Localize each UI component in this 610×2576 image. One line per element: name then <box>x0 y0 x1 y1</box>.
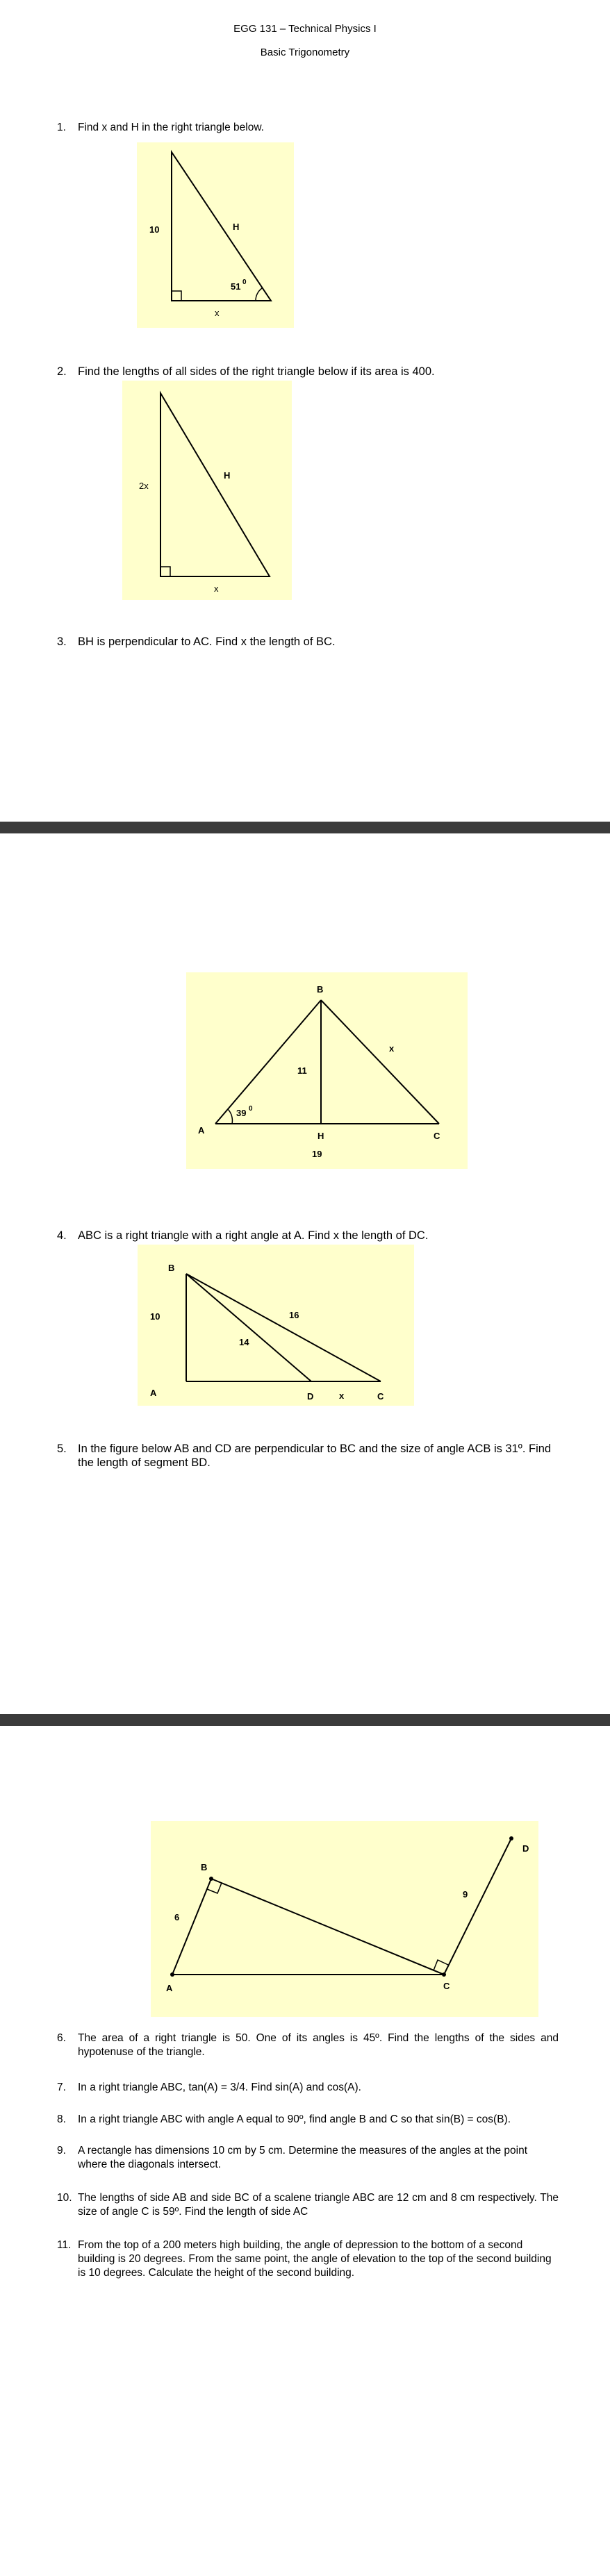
right-angle-mark <box>160 567 170 576</box>
question-number: 10. <box>57 2192 72 2204</box>
vertex-h: H <box>318 1131 324 1141</box>
figure-3 <box>186 972 468 1169</box>
question-10 <box>57 2191 559 2219</box>
question-number: 6. <box>57 2032 66 2044</box>
question-2 <box>57 365 559 379</box>
vertex-b: B <box>201 1862 208 1872</box>
side-ab <box>215 1000 321 1124</box>
question-7 <box>57 2081 559 2095</box>
question-number: 4. <box>57 1229 67 1242</box>
vertex-a: A <box>198 1125 205 1136</box>
question-5 <box>57 1442 559 1470</box>
question-number: 7. <box>57 2081 66 2093</box>
question-11 <box>57 2238 559 2280</box>
hyp-bc <box>186 1274 381 1381</box>
question-text: Find the lengths of all sides of the right triangle below if its area is 400. <box>78 365 435 378</box>
vertex-b: B <box>317 984 324 995</box>
side-cd <box>444 1838 511 1975</box>
page-1 <box>0 0 610 822</box>
vertex-a: A <box>166 1983 173 1993</box>
figure-2-svg <box>122 381 292 600</box>
figure-5-svg <box>151 1821 538 2017</box>
question-text: Find x and H in the right triangle below. <box>78 122 264 133</box>
question-text: ABC is a right triangle with a right angle at A. Find x the length of DC. <box>78 1229 429 1242</box>
side-label-2x: 2x <box>139 481 149 491</box>
vertex-c: C <box>377 1391 384 1402</box>
side-cd-9: 9 <box>463 1889 468 1900</box>
question-number: 1. <box>57 122 66 133</box>
triangle <box>160 393 270 576</box>
vertex-c: C <box>434 1131 440 1141</box>
figure-1 <box>137 142 294 328</box>
hyp-label: H <box>224 470 231 481</box>
figure-1-svg <box>137 142 294 328</box>
degree-mark: 0 <box>242 279 247 286</box>
question-number: 3. <box>57 635 67 648</box>
question-1 <box>57 121 559 135</box>
question-number: 2. <box>57 365 67 378</box>
question-text: In a right triangle ABC with angle A equal to 90º, find angle B and C so that sin(B) = cos(B). <box>78 2113 511 2125</box>
side-bc <box>321 1000 439 1124</box>
page-separator-1 <box>0 822 610 833</box>
point-c <box>442 1972 446 1977</box>
question-number: 8. <box>57 2113 66 2125</box>
vertex-c: C <box>443 1981 450 1991</box>
base-label: x <box>214 583 219 594</box>
point-b <box>209 1877 213 1881</box>
side-ab <box>172 1879 211 1975</box>
question-number: 9. <box>57 2145 66 2157</box>
angle-arc <box>228 1109 232 1124</box>
angle-arc <box>256 288 262 301</box>
right-angle-mark <box>172 291 181 301</box>
hyp-label: H <box>233 222 240 232</box>
question-text: BH is perpendicular to AC. Find x the length of BC. <box>78 635 336 648</box>
question-text: A rectangle has dimensions 10 cm by 5 cm. Determine the measures of the angles at the point where the diagonals intersect. <box>78 2145 528 2170</box>
vertex-d: D <box>307 1391 314 1402</box>
side-x: x <box>339 1390 345 1401</box>
side-ab-6: 6 <box>174 1912 180 1922</box>
angle-label: 51 <box>231 281 241 292</box>
base-label: x <box>215 308 220 318</box>
vertex-b: B <box>168 1263 175 1273</box>
vertex-a: A <box>150 1388 157 1398</box>
side-label-10: 10 <box>149 224 160 235</box>
hyp-bc-16: 16 <box>289 1310 299 1320</box>
question-text: The area of a right triangle is 50. One of its angles is 45º. Find the lengths of the sides and hypotenuse of the triangle. <box>78 2032 559 2058</box>
angle-39: 39 <box>236 1108 247 1118</box>
side-bc <box>211 1879 444 1975</box>
height-11: 11 <box>297 1065 307 1076</box>
question-text: The lengths of side AB and side BC of a scalene triangle ABC are 12 cm and 8 cm respectively. The size of angle C is 59º. Find the length of side AC <box>78 2192 559 2218</box>
question-text: In a right triangle ABC, tan(A) = 3/4. Find sin(A) and cos(A). <box>78 2081 361 2093</box>
vertex-d: D <box>522 1843 529 1854</box>
question-4 <box>57 1229 559 1243</box>
question-9 <box>57 2144 559 2172</box>
base-19: 19 <box>312 1149 322 1159</box>
figure-3-svg <box>186 972 468 1169</box>
course-title: EGG 131 – Technical Physics I <box>233 23 377 35</box>
side-ab-10: 10 <box>150 1311 160 1322</box>
question-number: 5. <box>57 1443 67 1455</box>
segment-bd <box>186 1274 311 1381</box>
question-text: From the top of a 200 meters high building, the angle of depression to the bottom of a second building is 20 degrees. From the same point, the angle of elevation to the top of the second building is 10 degrees. Calculate the height of the second building. <box>78 2239 552 2279</box>
side-x: x <box>389 1043 395 1054</box>
page-2 <box>0 833 610 1714</box>
figure-4-svg <box>138 1245 414 1406</box>
topic-title: Basic Trigonometry <box>260 47 350 58</box>
question-6 <box>57 2031 559 2059</box>
point-a <box>170 1972 174 1977</box>
degree-mark: 0 <box>249 1105 253 1113</box>
question-8 <box>57 2113 559 2127</box>
page-3 <box>0 1726 610 2576</box>
question-text: In the figure below AB and CD are perpendicular to BC and the size of angle ACB is 31º. Find the length of segment BD. <box>78 1443 552 1469</box>
figure-2 <box>122 381 292 600</box>
right-angle-mark-c <box>434 1960 448 1970</box>
figure-4 <box>138 1245 414 1406</box>
question-3 <box>57 635 559 649</box>
triangle <box>172 152 271 301</box>
figure-5 <box>151 1821 538 2017</box>
question-number: 11. <box>57 2239 72 2251</box>
point-d <box>509 1836 513 1840</box>
page-separator-2 <box>0 1714 610 1726</box>
segment-bd-14: 14 <box>239 1337 249 1347</box>
